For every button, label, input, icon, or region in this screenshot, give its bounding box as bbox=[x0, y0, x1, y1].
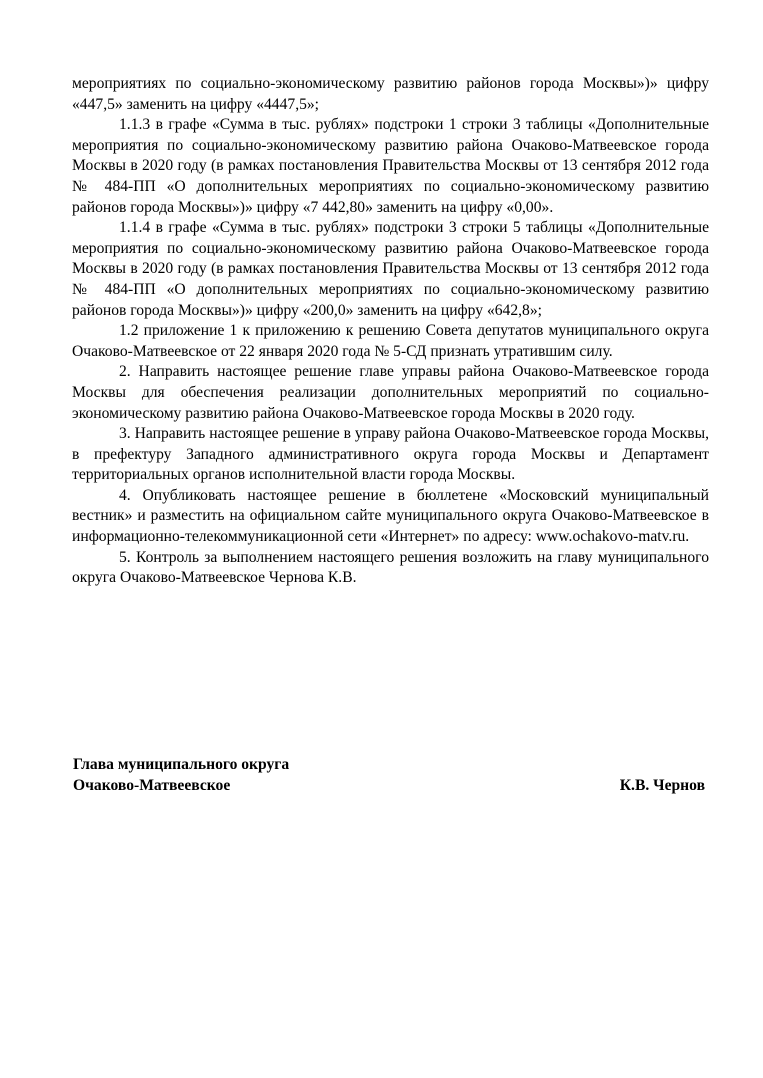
paragraph-1-1-3: 1.1.3 в графе «Сумма в тыс. рублях» подстроки 1 строки 3 таблицы «Дополнительные мероприятия по социально-экономическому развитию района Очаково-Матвеевское города Москвы в 2020 году (в рамках постановления Правительства Москвы от 13 сентября 2012 года № 484-ПП «О дополнительных мероприятиях по социально-экономическому развитию районов города Москвы»)» цифру «7 442,80» заменить на цифру «0,00». bbox=[72, 116, 709, 216]
paragraph-continuation: мероприятиях по социально-экономическому развитию районов города Москвы»)» цифру «447,5» заменить на цифру «4447,5»; bbox=[72, 75, 709, 113]
paragraph-3: 3. Направить настоящее решение в управу района Очаково-Матвеевское города Москвы, в префектуру Западного административного округа города Москвы и Департамент территориальных органов исполнительной власти города Москвы. bbox=[72, 425, 709, 484]
signer-name: К.В. Чернов bbox=[619, 776, 705, 794]
paragraph-2: 2. Направить настоящее решение главе управы района Очаково-Матвеевское города Москвы для обеспечения реализации дополнительных мероприятий по социально-экономическому развитию района Очаково-Матвеевское города Москвы в 2020 году. bbox=[72, 363, 709, 422]
signer-title-line1: Глава муниципального округа bbox=[73, 756, 290, 773]
signature-block bbox=[73, 755, 705, 796]
signer-title-line2: Очаково-Матвеевское bbox=[73, 776, 231, 794]
paragraph-5: 5. Контроль за выполнением настоящего решения возложить на главу муниципального округа Очаково-Матвеевское Чернова К.В. bbox=[72, 548, 709, 587]
paragraph-1-2: 1.2 приложение 1 к приложению к решению Совета депутатов муниципального округа Очаково-Матвеевское от 22 января 2020 года № 5-СД признать утратившим силу. bbox=[72, 322, 709, 360]
paragraph-4: 4. Опубликовать настоящее решение в бюллетене «Московский муниципальный вестник» и разместить на официальном сайте муниципального округа Очаково-Матвеевское в информационно-телекоммуникационной сети «Интернет» по адресу: www.ochakovo-matv.ru. bbox=[72, 486, 709, 546]
paragraph-1-1-4: 1.1.4 в графе «Сумма в тыс. рублях» подстроки 3 строки 5 таблицы «Дополнительные мероприятия по социально-экономическому развитию района Очаково-Матвеевское города Москвы в 2020 году (в рамках постановления Правительства Москвы от 13 сентября 2012 года № 484-ПП «О дополнительных мероприятиях по социально-экономическому развитию районов города Москвы»)» цифру «200,0» заменить на цифру «642,8»; bbox=[72, 219, 709, 319]
decision-text bbox=[72, 74, 709, 589]
signer-line bbox=[73, 776, 705, 797]
